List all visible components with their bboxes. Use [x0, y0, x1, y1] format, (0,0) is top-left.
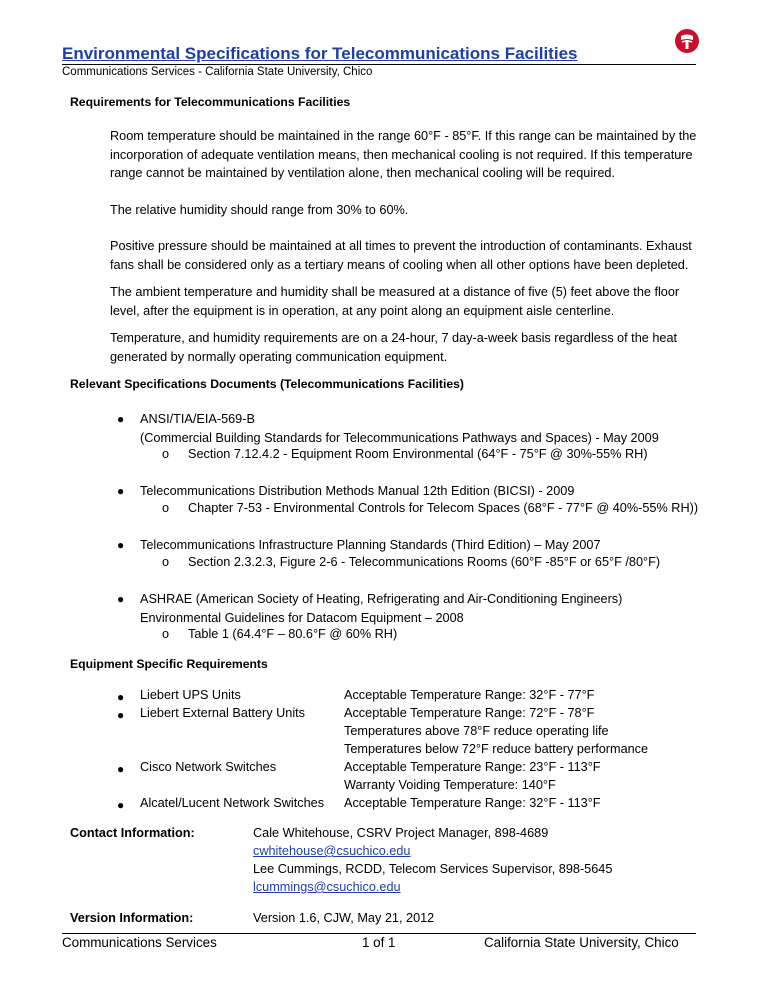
relevant-docs-heading: Relevant Specifications Documents (Telecommunications Facilities): [70, 377, 464, 391]
equipment-spec: Temperatures below 72°F reduce battery performance: [344, 742, 649, 756]
version-value: Version 1.6, CJW, May 21, 2012: [253, 911, 435, 925]
sub-bullet-icon: o: [162, 627, 170, 641]
equipment-name: Liebert UPS Units: [140, 688, 241, 702]
doc-item: ASHRAE (American Society of Heating, Refrigerating and Air-Conditioning Engineers) Environmental Guidelines for Datacom Equipment – 2008: [140, 592, 623, 625]
university-seal-icon: [674, 28, 700, 54]
requirements-paragraph: Positive pressure should be maintained at all times to prevent the introduction of contaminants. Exhaust fans shall be considered only as a tertiary means of cooling when all other options have been depleted.: [110, 239, 692, 272]
contact-line: Lee Cummings, RCDD, Telecom Services Supervisor, 898-5645: [253, 862, 613, 876]
contact-email-link[interactable]: lcummings@csuchico.edu: [253, 880, 401, 894]
footer-university: California State University, Chico: [484, 935, 679, 950]
equipment-spec: Acceptable Temperature Range: 72°F - 78°F: [344, 706, 595, 720]
bullet-icon: ●: [117, 484, 125, 498]
equipment-spec: Acceptable Temperature Range: 23°F - 113°F: [344, 760, 601, 774]
requirements-paragraph: Room temperature should be maintained in the range 60°F - 85°F. If this range can be maintained by the incorporation of adequate ventilation means, then mechanical cooling is not required. If this temperature range cannot be maintained by ventilation alone, then mechanical cooling will be required.: [110, 129, 697, 180]
bullet-icon: ●: [117, 762, 125, 776]
bullet-icon: ●: [117, 592, 125, 606]
equipment-name: Alcatel/Lucent Network Switches: [140, 796, 325, 810]
equipment-spec: Warranty Voiding Temperature: 140°F: [344, 778, 556, 792]
contact-email-link[interactable]: cwhitehouse@csuchico.edu: [253, 844, 411, 858]
version-label: Version Information:: [70, 911, 194, 925]
sub-bullet-icon: o: [162, 501, 170, 515]
footer-department: Communications Services: [62, 935, 217, 950]
doc-item-detail: Table 1 (64.4°F – 80.6°F @ 60% RH): [188, 627, 398, 641]
contact-label: Contact Information:: [70, 826, 195, 840]
bullet-icon: ●: [117, 538, 125, 552]
contact-line: Cale Whitehouse, CSRV Project Manager, 898-4689: [253, 826, 549, 840]
doc-item-detail: Chapter 7-53 - Environmental Controls for Telecom Spaces (68°F - 77°F @ 40%-55% RH)): [188, 501, 699, 515]
page-title: Environmental Specifications for Telecommunications Facilities: [62, 44, 578, 63]
bullet-icon: ●: [117, 690, 125, 704]
doc-item-detail: Section 7.12.4.2 - Equipment Room Environmental (64°F - 75°F @ 30%-55% RH): [188, 447, 648, 461]
page-number: 1 of 1: [362, 935, 396, 950]
equipment-spec: Acceptable Temperature Range: 32°F - 113°F: [344, 796, 601, 810]
equipment-spec: Temperatures above 78°F reduce operating life: [344, 724, 609, 738]
doc-item-detail: Section 2.3.2.3, Figure 2-6 - Telecommunications Rooms (60°F -85°F or 65°F /80°F): [188, 555, 661, 569]
requirements-paragraph: Temperature, and humidity requirements are on a 24-hour, 7 day-a-week basis regardless of the heat generated by normally operating communication equipment.: [110, 331, 678, 364]
requirements-paragraph: The ambient temperature and humidity shall be measured at a distance of five (5) feet above the floor level, after the equipment is in operation, at any point along an equipment aisle centerline.: [110, 285, 680, 318]
header-divider: [62, 64, 696, 65]
requirements-paragraph: The relative humidity should range from 30% to 60%.: [110, 203, 409, 217]
doc-item: Telecommunications Infrastructure Planning Standards (Third Edition) – May 2007: [140, 538, 601, 552]
requirements-heading: Requirements for Telecommunications Facilities: [70, 95, 351, 109]
footer-divider: [62, 933, 696, 934]
sub-bullet-icon: o: [162, 555, 170, 569]
doc-item: Telecommunications Distribution Methods Manual 12th Edition (BICSI) - 2009: [140, 484, 575, 498]
equipment-spec: Acceptable Temperature Range: 32°F - 77°F: [344, 688, 595, 702]
sub-bullet-icon: o: [162, 447, 170, 461]
bullet-icon: ●: [117, 798, 125, 812]
bullet-icon: ●: [117, 412, 125, 426]
bullet-icon: ●: [117, 708, 125, 722]
page-subtitle: Communications Services - California State University, Chico: [62, 66, 373, 78]
equipment-name: Liebert External Battery Units: [140, 706, 306, 720]
equipment-heading: Equipment Specific Requirements: [70, 657, 268, 671]
doc-item: ANSI/TIA/EIA-569-B (Commercial Building Standards for Telecommunications Pathways and Spaces) - May 2009: [140, 412, 659, 445]
equipment-name: Cisco Network Switches: [140, 760, 277, 774]
